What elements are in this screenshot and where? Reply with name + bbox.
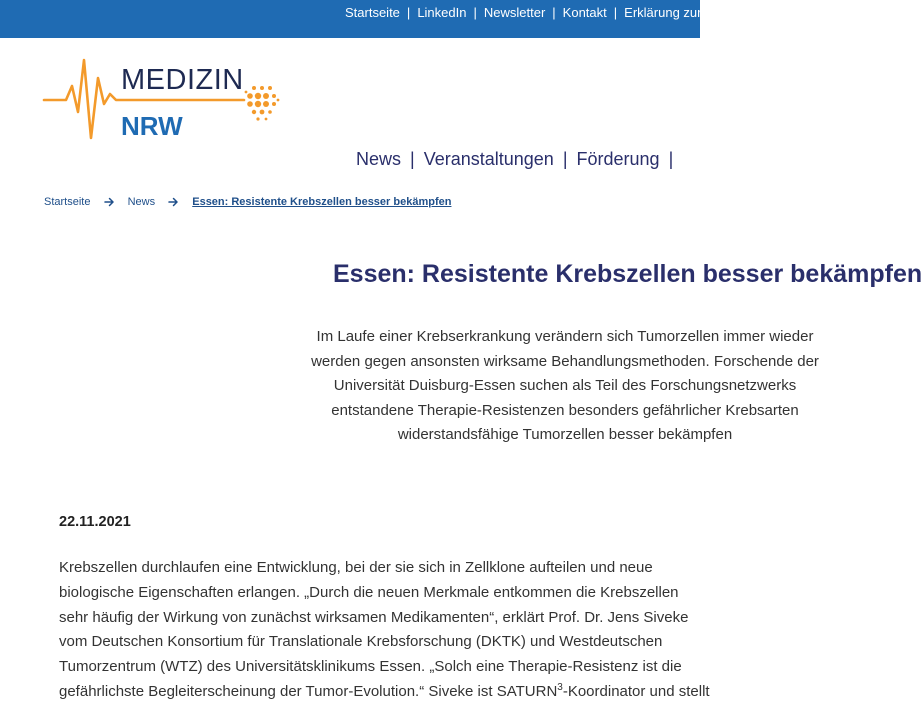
breadcrumb-news[interactable]: News (127, 196, 156, 208)
logo-text-medizin[interactable]: MEDIZIN (121, 64, 244, 96)
body-line: Krebszellen durchlaufen eine Entwicklung, bei der sie sich in Zellklone aufteilen und neue (59, 559, 653, 576)
main-nav (356, 148, 682, 170)
logo-text-nrw[interactable]: NRW (121, 111, 183, 141)
article-body (59, 556, 710, 705)
breadcrumb (44, 194, 451, 210)
breadcrumb-current[interactable]: Essen: Resistente Krebszellen besser bekämpfen (192, 196, 452, 208)
body-line-text: -Koordinator und stellt (562, 682, 710, 700)
intro-line: Universität Duisburg-Essen suchen als Teil des Forschungsnetzwerks (333, 377, 797, 394)
top-nav-separator: | (406, 5, 411, 20)
breadcrumb-startseite[interactable]: Startseite (44, 196, 91, 208)
page-title: Essen: Resistente Krebszellen besser bekämpfen (333, 260, 922, 288)
top-nav-barrierefreiheit[interactable]: Erklärung zur Barrierefreiheit (624, 5, 791, 20)
arrow-right-icon (168, 197, 179, 207)
article-intro (240, 325, 890, 448)
body-line: biologische Eigenschaften erlangen. „Durch die neuen Merkmale entkommen die Krebszellen (59, 583, 679, 601)
body-line: sehr häufig der Wirkung von zunächst wirksamen Medikamenten“, erklärt Prof. Dr. Jens Siveke (59, 608, 689, 626)
top-nav-newsletter[interactable]: Newsletter (483, 5, 546, 20)
body-line-text: gefährlichste Begleiterscheinung der Tumor-Evolution.“ Siveke ist SATURN (59, 682, 558, 700)
intro-line: werden gegen ansonsten wirksame Behandlungsmethoden. Forschende der (311, 352, 819, 370)
intro-line: entstandene Therapie-Resistenzen besonders gefährlicher Krebsarten (331, 401, 799, 419)
main-nav-veranstaltungen[interactable]: Veranstaltungen (423, 149, 554, 169)
body-line: vom Deutschen Konsortium für Translationale Krebsforschung (DKTK) und Westdeutschen (59, 633, 663, 651)
top-nav-separator: | (552, 5, 556, 20)
main-nav-separator: | (668, 149, 674, 169)
top-bar (0, 0, 791, 38)
main-nav-separator: | (410, 149, 415, 169)
main-nav-news[interactable]: News (356, 149, 402, 169)
intro-line: Im Laufe einer Krebserkrankung verändern sich Tumorzellen immer wieder (316, 328, 814, 345)
intro-line: widerstandsfähige Tumorzellen besser bekämpfen (397, 426, 733, 443)
arrow-right-icon (104, 197, 115, 207)
top-nav-startseite[interactable]: Startseite (345, 5, 400, 20)
superscript: 3 (557, 681, 563, 693)
body-line (59, 680, 710, 705)
article-date: 22.11.2021 (59, 514, 131, 530)
main-nav-separator: | (562, 149, 568, 169)
top-nav-linkedin[interactable]: LinkedIn (417, 5, 467, 20)
body-line: Tumorzentrum (WTZ) des Universitätsklinikums Essen. „Solch eine Therapie-Resistenz ist die (59, 658, 682, 676)
main-nav-foerderung[interactable]: Förderung (576, 149, 660, 169)
top-nav (345, 5, 790, 21)
top-nav-separator: | (613, 5, 618, 20)
top-nav-kontakt[interactable]: Kontakt (562, 5, 607, 20)
top-nav-separator: | (473, 5, 477, 20)
